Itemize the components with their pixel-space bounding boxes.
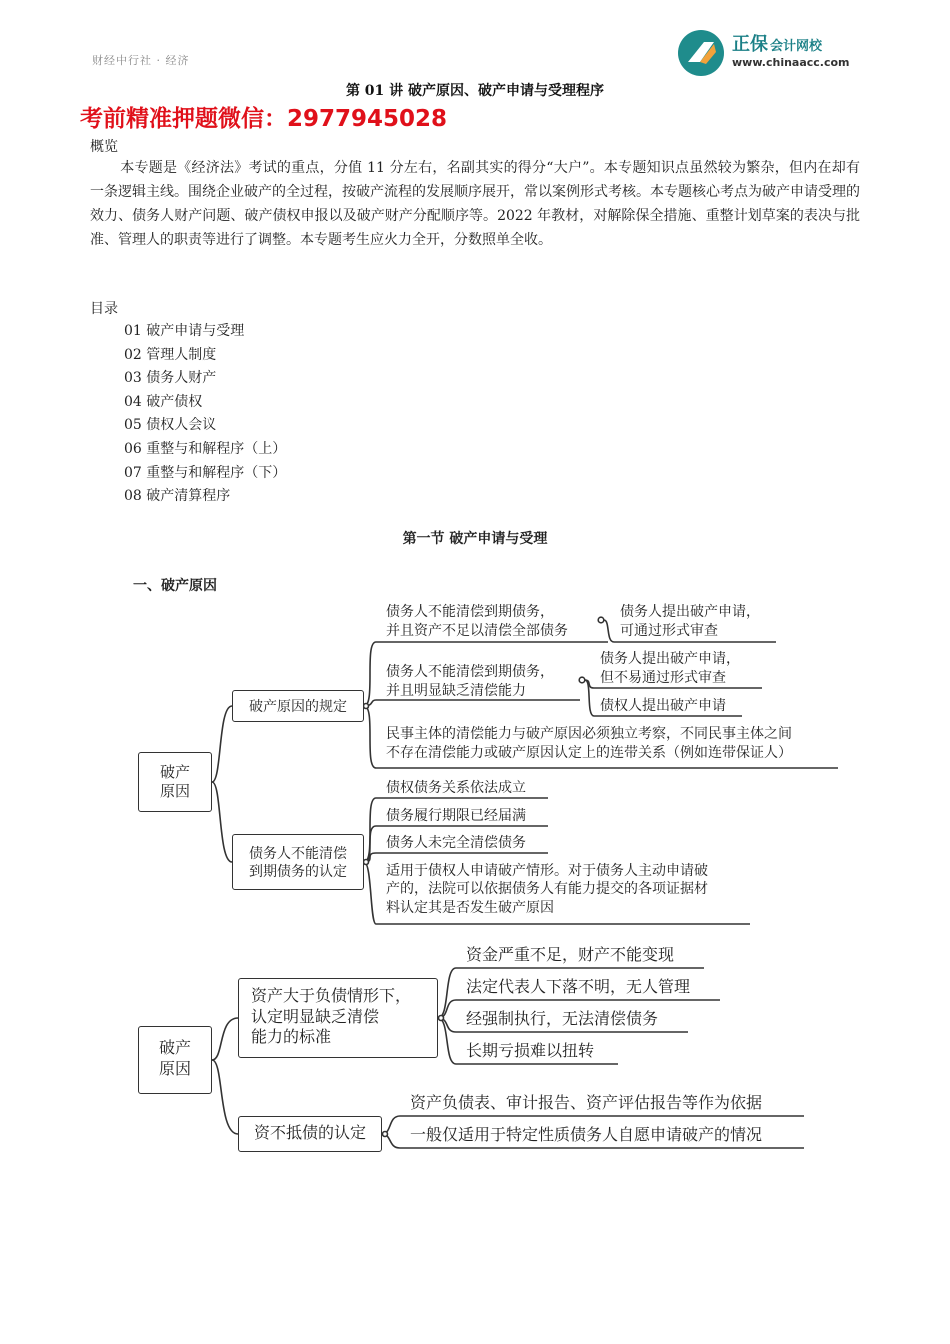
lecture-title: 第 01 讲 破产原因、破产申请与受理程序 <box>345 83 605 99</box>
mindmap1-leaf-applicability-note: 适用于债权人申请破产情形。对于债务人主动申请破 产的，法院可以依据债务人有能力提交的各项证据材 料认定其是否发生破产原因 <box>386 862 708 915</box>
toc-item: 07 重整与和解程序（下） <box>124 464 287 481</box>
mindmap1-branch-rules: 破产原因的规定 <box>232 690 364 722</box>
mindmap1-leaf-debt-established: 债权债务关系依法成立 <box>386 779 526 795</box>
toc-item: 01 破产申请与受理 <box>124 323 245 339</box>
mindmap1-leaf-creditor-application: 债权人提出破产申请 <box>600 697 726 713</box>
toc-item: 06 重整与和解程序（上） <box>124 440 287 457</box>
header-faint-text: 财经中行社 · 经济 <box>92 54 190 67</box>
mindmap1-leaf-not-fully-repaid: 债务人未完全清偿债务 <box>386 834 526 850</box>
mindmap1-root-node: 破产 原因 <box>138 752 212 812</box>
mindmap2-branch-standards: 资产大于负债情形下， 认定明显缺乏清偿 能力的标准 <box>238 978 438 1058</box>
mindmap2-branch-insolvent: 资不抵债的认定 <box>238 1116 382 1152</box>
mindmap1-leaf-debtor-formal-review: 债务人提出破产申请， 可通过形式审查 <box>620 603 760 638</box>
toc-item: 03 债务人财产 <box>124 370 217 387</box>
mindmap1-branch-insolvency-determination: 债务人不能清偿 到期债务的认定 <box>232 834 364 890</box>
overview-heading: 概览 <box>90 139 118 155</box>
subsection-title: 一、破产原因 <box>133 578 217 594</box>
mindmap2-leaf-representative-missing: 法定代表人下落不明，无人管理 <box>466 979 691 996</box>
toc-item: 08 破产清算程序 <box>124 488 231 505</box>
mindmap2-leaf-funding-shortage: 资金严重不足，财产不能变现 <box>466 947 675 964</box>
mindmap2-leaf-enforcement-failed: 经强制执行，无法清偿债务 <box>466 1011 659 1028</box>
toc-item: 05 债权人会议 <box>124 417 217 434</box>
mindmap2-leaf-voluntary-only: 一般仅适用于特定性质债务人自愿申请破产的情况 <box>410 1127 763 1144</box>
logo-brand-subtext: 会计网校 <box>770 39 823 54</box>
logo-url-text: www.chinaacc.com <box>732 56 850 69</box>
section-title: 第一节 破产申请与受理 <box>402 531 548 547</box>
toc-heading: 目录 <box>90 301 118 317</box>
mindmap1-leaf-term-expired: 债务履行期限已经届满 <box>386 807 526 823</box>
mindmap1-leaf-lack-of-capacity: 债务人不能清偿到期债务， 并且明显缺乏清偿能力 <box>386 663 554 698</box>
mindmap1-leaf-independent-assessment: 民事主体的清偿能力与破产原因必须独立考察，不同民事主体之间 不存在清偿能力或破产原因认定上的连带关系（例如连带保证人） <box>386 725 792 760</box>
mindmap2-leaf-long-term-loss: 长期亏损难以扭转 <box>466 1043 595 1060</box>
mindmap2-root-node: 破产 原因 <box>138 1026 212 1094</box>
mindmap1-leaf-debtor-hard-review: 债务人提出破产申请， 但不易通过形式审查 <box>600 650 740 685</box>
logo-brand-text: 正保 <box>732 34 768 55</box>
overview-text: 本专题是《经济法》考试的重点，分值 11 分左右，名副其实的得分“大户”。本专题知识点虽然较为繁杂，但内在却有一条逻辑主线。围绕企业破产的全过程，按破产流程的发展顺序展开，常以案例形式考核。本专题核心考点为破产申请受理的效力、债务人财产问题、破产债权申报以及破产财产分配顺序等。2022 年教材，对解除保全措施、重整计划草案的表决与批准、管理人的职责等进行了调整。本专题考生应火力全开，分数照单全收。 <box>90 160 860 248</box>
toc-item: 02 管理人制度 <box>124 346 217 363</box>
toc-item: 04 破产债权 <box>124 393 203 410</box>
mindmap1-leaf-insufficient-assets: 债务人不能清偿到期债务， 并且资产不足以清偿全部债务 <box>386 603 568 638</box>
promo-banner: 考前精准押题微信：2977945028 <box>80 106 448 132</box>
mindmap2-leaf-evidence-basis: 资产负债表、审计报告、资产评估报告等作为依据 <box>410 1095 763 1112</box>
